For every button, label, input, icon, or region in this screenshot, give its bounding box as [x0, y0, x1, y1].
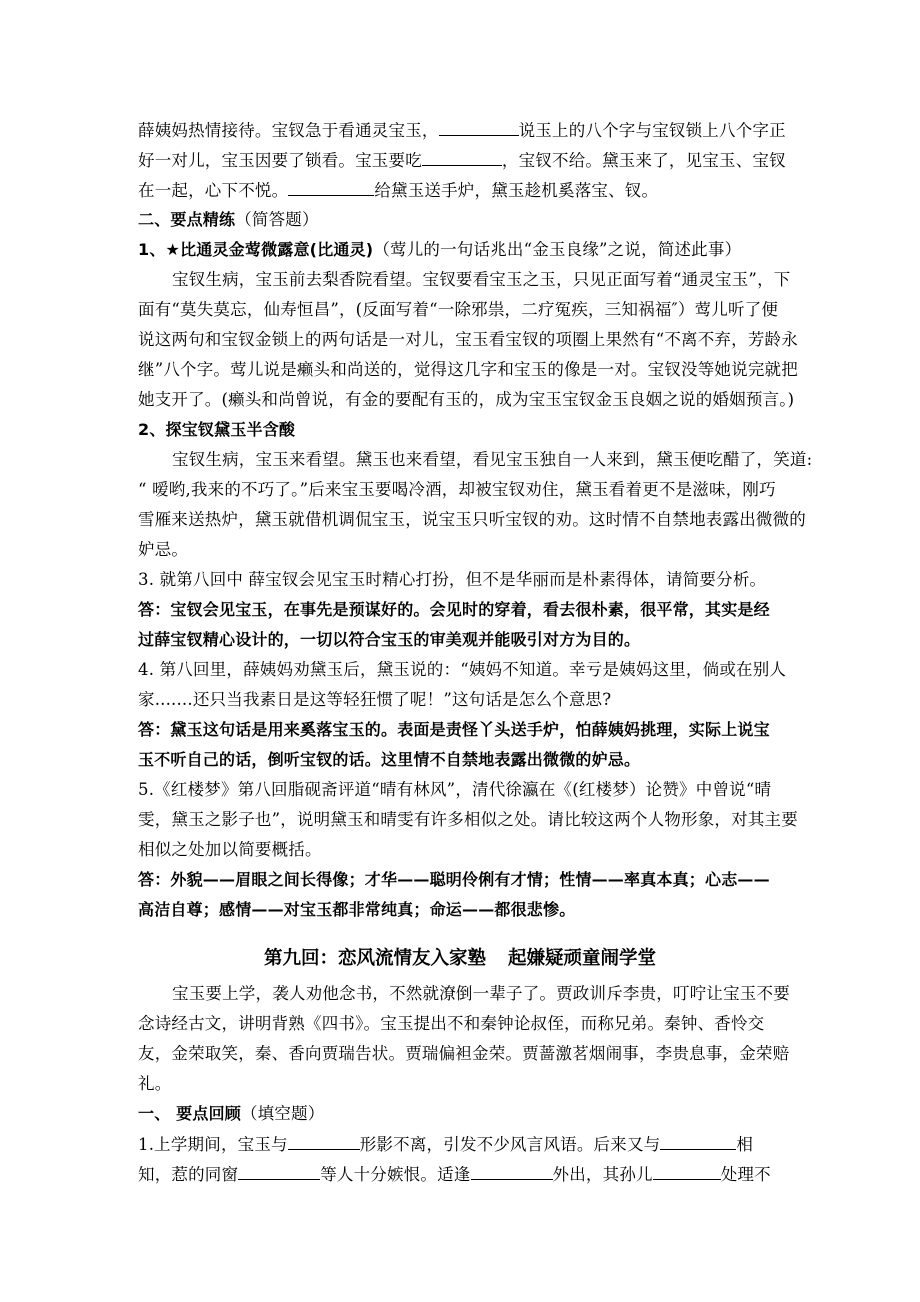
fill-line-1 [138, 120, 798, 141]
text: 在一起，心下不悦。 [138, 181, 289, 200]
text: 好一对儿，宝玉因要了锁看。宝玉要吃 [138, 151, 422, 170]
title-text: 1、★比通灵金莺微露意(比通灵) [138, 240, 374, 259]
fill-line-2 [138, 150, 798, 171]
paragraph-line: “ 嗳哟,我来的不巧了。”后来宝玉要喝冷酒，却被宝钗劝住，黛玉看着更不是滋味，刚巧 [138, 480, 776, 499]
answer-line: 答：宝钗会见宝玉，在事先是预谋好的。会见时的穿着，看去很朴素，很平常，其实是经 [138, 600, 770, 619]
text: 处理不 [720, 1165, 771, 1184]
answer-line: 过薛宝钗精心设计的，一切以符合宝玉的审美观并能吸引对方为目的。 [138, 630, 641, 649]
answer-line: 答：黛玉这句话是用来奚落宝玉的。表面是责怪丫头送手炉，怕薛姨妈挑理，实际上说宝 [138, 720, 770, 739]
text: 说玉上的八个字与宝钗锁上八个字正 [518, 121, 786, 140]
paragraph-line: 她支开了。(癞头和尚曾说，有金的要配有玉的，成为宝玉宝钗金玉良姻之说的婚姻预言。) [138, 390, 795, 409]
section-heading [138, 1104, 798, 1124]
text: 1.上学期间，宝玉与 [138, 1135, 288, 1154]
text: 知，惹的同窗 [138, 1165, 239, 1184]
answer-line: 答：外貌——眉眼之间长得像；才华——聪明伶俐有才情；性情——率真本真；心志—— [138, 870, 770, 889]
answer-line: 高洁自尊；感情——对宝玉都非常纯真；命运——都很悲惨。 [138, 900, 576, 919]
blank [288, 1134, 360, 1150]
text: 薛姨妈热情接待。宝钗急于看通灵宝玉， [138, 121, 439, 140]
paragraph-line: 妒忌。 [138, 540, 189, 559]
blank [471, 1164, 553, 1180]
paragraph-line: 宝玉要上学，袭人劝他念书，不然就潦倒一辈子了。贾政训斥李贵，叮咛让宝玉不要 [172, 984, 790, 1003]
text: 相 [736, 1135, 754, 1154]
text: 给黛玉送手炉，黛玉趁机奚落宝、钗。 [374, 181, 659, 200]
text: 外出，其孙儿 [552, 1165, 653, 1184]
section-heading [138, 210, 798, 230]
chapter-9-title [0, 944, 920, 970]
text: ，宝钗不给。黛玉来了，见宝玉、宝钗 [501, 151, 786, 170]
paragraph-line: 念诗经古文，讲明背熟《四书》。宝玉提出不和秦钟论叔侄，而称兄弟。秦钟、香怜交 [138, 1014, 765, 1033]
heading-text: 二、要点精练 [138, 210, 236, 229]
paragraph-line: 继”八个字。莺儿说是癞头和尚送的，觉得这几字和宝玉的像是一对。宝钗没等她说完就把 [138, 360, 798, 379]
question-2-title: 2、探宝钗黛玉半含酸 [138, 420, 296, 439]
text: 等人十分嫉恨。适逢 [320, 1165, 471, 1184]
question-5-cont: 雯，黛玉之影子也”，说明黛玉和晴雯有许多相似之处。请比较这两个人物形象，对其主要 [138, 810, 798, 829]
answer-line: 玉不听自己的话，倒听宝钗的话。这里情不自禁地表露出微微的妒忌。 [138, 750, 641, 769]
heading-note: （简答题） [235, 210, 319, 229]
paragraph-line: 宝钗生病，宝玉前去梨香院看望。宝钗要看宝玉之玉，只见正面写着“通灵宝玉”，下 [172, 270, 791, 289]
fill-line [138, 1134, 798, 1155]
question-4-cont: 家.......还只当我素日是这等轻狂惯了呢！”这句话是怎么个意思? [138, 690, 612, 709]
paragraph-line: 友，金荣取笑，秦、香向贾瑞告状。贾瑞偏袒金荣。贾蔷激茗烟闹事，李贵息事，金荣赔 [138, 1044, 790, 1063]
blank [653, 1164, 721, 1180]
blank [238, 1164, 320, 1180]
fill-line [138, 1164, 798, 1185]
question-3: 3. 就第八回中 薛宝钗会见宝玉时精心打扮，但不是华丽而是朴素得体，请简要分析。 [138, 570, 767, 589]
paragraph-line: 雪雁来送热炉，黛玉就借机调侃宝玉，说宝玉只听宝钗的劝。这时情不自禁地表露出微微的 [138, 510, 806, 529]
question-4: 4. 第八回里，薛姨妈劝黛玉后，黛玉说的：“姨妈不知道。幸亏是姨妈这里，倘或在别人 [138, 660, 787, 679]
question-5: 5.《红楼梦》第八回脂砚斋评道“晴有林风”，清代徐瀛在《(红楼梦）论赞》中曾说“晴 [138, 780, 772, 799]
title-part: 第九回：恋风流情友入家塾 [263, 948, 486, 969]
heading-note: （填空题） [240, 1104, 325, 1123]
question-1-title [138, 240, 798, 260]
paragraph-line: 宝钗生病，宝玉来看望。黛玉也来看望，看见宝玉独自一人来到，黛玉便吃醋了，笑道: [172, 450, 813, 469]
text: 形影不离，引发不少风言风语。后来又与 [359, 1135, 661, 1154]
blank [439, 120, 519, 136]
blank [288, 180, 374, 196]
paragraph-line: 面有“莫失莫忘，仙寿恒昌”，(反面写着“一除邪祟，二疗冤疾，三知祸福″）莺儿听了便 [138, 300, 779, 319]
paragraph-line: 礼。 [138, 1074, 172, 1093]
blank [422, 150, 502, 166]
title-note: （莺儿的一句话兆出“金玉良缘”之说，简述此事） [373, 240, 742, 259]
fill-line-3 [138, 180, 798, 201]
paragraph-line: 说这两句和宝钗金锁上的两句话是一对儿，宝玉看宝钗的项圈上果然有“不离不弃，芳龄永 [138, 330, 798, 349]
blank [660, 1134, 736, 1150]
heading-text: 一、 要点回顾 [138, 1104, 241, 1123]
title-part: 起嫌疑顽童闹学堂 [508, 948, 657, 969]
question-5-cont: 相似之处加以简要概括。 [138, 840, 322, 859]
